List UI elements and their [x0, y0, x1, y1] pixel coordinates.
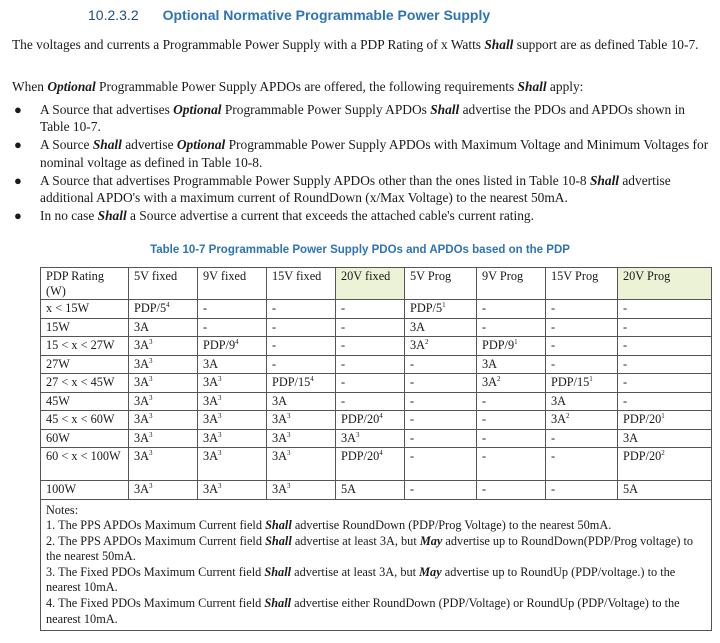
cell-value: PDP/20: [623, 449, 662, 463]
note-reference: 3: [287, 430, 291, 439]
note-text: 3. The Fixed PDOs Maximum Current field: [46, 564, 265, 579]
notes-row: [41, 499, 712, 631]
table-cell: [618, 392, 712, 411]
table-cell: [198, 429, 267, 448]
cell-value: -: [551, 338, 556, 352]
cell-value: -: [203, 301, 208, 315]
table-row: [41, 429, 712, 448]
table-cell: [336, 411, 405, 430]
cell-value: -: [623, 393, 628, 408]
column-header: 20V fixed: [336, 268, 405, 300]
table-cell: [546, 337, 618, 356]
table-cell: [267, 355, 336, 374]
note-reference: 2: [497, 374, 501, 383]
table-cell: [477, 337, 546, 356]
notes-label: Notes:: [46, 502, 79, 517]
table-cell: [477, 392, 546, 411]
cell-value: 3A: [272, 430, 288, 445]
table-cell: [336, 448, 405, 481]
cell-value: -: [551, 482, 556, 496]
cell-value: -: [623, 301, 628, 315]
table-cell: [546, 392, 618, 411]
note-reference: 3: [149, 448, 153, 457]
column-header: 9V fixed: [198, 268, 267, 300]
cell-value: 3A: [134, 482, 150, 496]
requirements-list: [12, 101, 712, 225]
cell-value: 100W: [46, 482, 77, 496]
table-row: [41, 481, 712, 500]
table-cell: [336, 481, 405, 500]
note-text: 1. The PPS APDOs Maximum Current field: [46, 518, 266, 533]
cell-value: 3A: [482, 356, 498, 371]
text-span: Programmable Power Supply APDOs: [221, 102, 431, 117]
table-cell: [129, 392, 198, 411]
para2-emphasis-2: Shall: [517, 79, 547, 94]
table-cell: [618, 337, 712, 356]
cell-value: -: [272, 356, 277, 371]
table-cell: [129, 337, 198, 356]
cell-value: -: [410, 375, 415, 389]
para2-emphasis-1: Optional: [47, 79, 96, 94]
table-cell: [546, 355, 618, 374]
section-heading: [88, 7, 490, 23]
column-header: PDP Rating (W): [41, 268, 129, 300]
note-reference: 3: [218, 481, 222, 490]
table-cell: [477, 481, 546, 500]
text-span: advertise the PDOs and APDOs shown in Table 10-7.: [40, 102, 685, 135]
table-caption: Table 10-7 Programmable Power Supply PDOs and APDOs based on the PDP: [150, 244, 570, 256]
cell-value: 3A: [134, 393, 150, 408]
table-cell: [198, 392, 267, 411]
cell-value: 3A: [551, 412, 567, 426]
cell-value: -: [623, 375, 628, 389]
table-cell: [267, 337, 336, 356]
table-cell: [405, 337, 477, 356]
text-span: Shall: [589, 172, 620, 188]
cell-value: -: [410, 356, 415, 371]
cell-value: 45W: [46, 393, 70, 408]
note-reference: 4: [310, 374, 314, 383]
cell-value: PDP/9: [203, 338, 236, 352]
cell-value: -: [410, 393, 415, 408]
note-item: [46, 534, 706, 565]
table-cell: [41, 318, 129, 337]
table-cell: [41, 374, 129, 393]
note-text: 2. The PPS APDOs Maximum Current field: [46, 533, 266, 548]
cell-value: -: [272, 338, 277, 352]
cell-value: 3A: [341, 430, 357, 445]
section-title: Optional Normative Programmable Power Supply: [162, 7, 491, 23]
cell-value: 3A: [134, 356, 150, 371]
list-item: [12, 172, 712, 206]
note-text: advertise RoundDown (PDP/Prog Voltage) to the nearest 50mA.: [291, 518, 612, 533]
table-cell: [477, 429, 546, 448]
table-cell: [618, 411, 712, 430]
note-reference: 1: [442, 300, 446, 309]
note-reference: 4: [166, 300, 170, 309]
note-item: [46, 518, 706, 534]
table-cell: [477, 300, 546, 319]
table-cell: [267, 429, 336, 448]
column-header: 15V fixed: [267, 268, 336, 300]
note-reference: 4: [379, 448, 383, 457]
cell-value: 3A: [134, 430, 150, 445]
note-reference: 3: [149, 430, 153, 439]
cell-value: 3A: [482, 375, 498, 389]
pps-table: [40, 267, 712, 631]
table-cell: [198, 448, 267, 481]
note-reference: 2: [566, 411, 570, 420]
cell-value: 3A: [134, 412, 150, 426]
cell-value: x < 15W: [46, 301, 90, 315]
table-row: [41, 374, 712, 393]
cell-value: -: [482, 393, 487, 408]
table-cell: [405, 448, 477, 481]
table-cell: [267, 448, 336, 481]
table-cell: [405, 411, 477, 430]
table-cell: [546, 300, 618, 319]
table-cell: [129, 411, 198, 430]
note-reference: 2: [661, 448, 665, 457]
table-cell: [198, 374, 267, 393]
bullet-icon: ●: [14, 137, 22, 153]
cell-value: 3A: [134, 338, 150, 352]
bullet-icon: ●: [14, 102, 22, 117]
table-row: [41, 392, 712, 411]
bullet-icon: ●: [14, 208, 22, 224]
table-cell: [546, 448, 618, 481]
table-cell: [405, 318, 477, 337]
cell-value: 3A: [203, 430, 219, 445]
table-cell: [336, 355, 405, 374]
table-cell: [198, 318, 267, 337]
text-span: Optional: [176, 137, 226, 153]
cell-value: 27W: [46, 356, 70, 371]
cell-value: -: [623, 356, 628, 371]
cell-value: -: [482, 412, 487, 426]
cell-value: -: [482, 482, 487, 496]
cell-value: 5A: [623, 482, 639, 496]
table-cell: [618, 300, 712, 319]
list-item: [12, 136, 712, 170]
table-cell: [477, 318, 546, 337]
table-cell: [267, 318, 336, 337]
note-reference: 1: [661, 411, 665, 420]
cell-value: PDP/15: [272, 375, 311, 389]
table-cell: [41, 429, 129, 448]
table-cell: [198, 300, 267, 319]
cell-value: -: [341, 301, 346, 315]
table-cell: [618, 481, 712, 500]
text-span: advertise: [121, 137, 177, 153]
column-header: 9V Prog: [477, 268, 546, 300]
para1-emphasis: Shall: [484, 37, 514, 52]
note-reference: 3: [218, 393, 222, 402]
note-text: advertise either RoundDown (PDP/Voltage) or RoundUp (PDP/Voltage) to the nearest 10mA.: [46, 596, 680, 626]
cell-value: 3A: [410, 338, 426, 352]
table-cell: [405, 355, 477, 374]
text-span: a Source advertise a current that exceeds the attached cable's current rating.: [126, 208, 534, 224]
para2-text-3: apply:: [546, 79, 584, 94]
table-cell: [41, 481, 129, 500]
intro-paragraph: [12, 36, 712, 53]
note-reference: 3: [287, 448, 291, 457]
text-span: Shall: [430, 102, 460, 117]
table-cell: [129, 481, 198, 500]
note-reference: 3: [218, 448, 222, 457]
cell-value: -: [203, 319, 208, 334]
text-span: Shall: [92, 137, 122, 153]
para2-text: When: [12, 79, 48, 94]
table-cell: [618, 429, 712, 448]
table-cell: [267, 481, 336, 500]
table-row: [41, 355, 712, 374]
text-span: Optional: [173, 102, 222, 117]
para1-text-end: support are as defined Table 10-7.: [513, 37, 699, 52]
cell-value: 3A: [134, 449, 150, 463]
note-emphasis: May: [419, 564, 442, 579]
table-cell: [336, 392, 405, 411]
note-text: advertise at least 3A, but: [291, 533, 420, 548]
table-cell: [336, 374, 405, 393]
note-reference: 3: [149, 337, 153, 346]
cell-value: 3A: [272, 482, 288, 496]
cell-value: -: [341, 338, 346, 352]
cell-value: -: [623, 338, 628, 352]
cell-value: -: [551, 430, 556, 445]
cell-value: -: [410, 412, 415, 426]
cell-value: -: [482, 319, 487, 334]
list-item: [12, 207, 712, 224]
cell-value: -: [272, 319, 277, 334]
text-span: A Source that advertises: [40, 102, 174, 117]
table-cell: [336, 318, 405, 337]
cell-value: -: [341, 393, 346, 408]
list-item: [12, 101, 712, 135]
note-emphasis: Shall: [265, 518, 292, 533]
note-reference: 3: [218, 430, 222, 439]
cell-value: 3A: [623, 430, 639, 445]
cell-value: 15W: [46, 319, 70, 334]
table-cell: [405, 429, 477, 448]
cell-value: 3A: [272, 412, 288, 426]
table-cell: [129, 374, 198, 393]
table-cell: [267, 392, 336, 411]
note-reference: 3: [149, 374, 153, 383]
table-cell: [41, 300, 129, 319]
cell-value: 45 < x < 60W: [46, 412, 115, 426]
note-text: advertise at least 3A, but: [291, 564, 420, 579]
note-reference: 3: [218, 411, 222, 420]
note-reference: 3: [287, 411, 291, 420]
table-row: [41, 411, 712, 430]
table-row: [41, 300, 712, 319]
note-reference: 4: [379, 411, 383, 420]
table-cell: [41, 411, 129, 430]
cell-value: -: [551, 449, 556, 463]
note-reference: 4: [235, 337, 239, 346]
note-reference: 1: [514, 337, 518, 346]
note-text: 4. The Fixed PDOs Maximum Current field: [46, 596, 265, 611]
cell-value: -: [272, 301, 277, 315]
cell-value: -: [410, 449, 415, 463]
table-cell: [267, 374, 336, 393]
cell-value: PDP/5: [410, 301, 443, 315]
cell-value: 3A: [134, 375, 150, 389]
cell-value: -: [551, 356, 556, 371]
table-cell: [618, 318, 712, 337]
table-cell: [129, 448, 198, 481]
cell-value: PDP/20: [341, 449, 380, 463]
table-cell: [477, 448, 546, 481]
table-cell: [267, 411, 336, 430]
column-header: 15V Prog: [546, 268, 618, 300]
table-cell: [41, 448, 129, 481]
table-cell: [546, 411, 618, 430]
table-row: [41, 318, 712, 337]
table-header-row: [41, 268, 712, 300]
table-cell: [477, 411, 546, 430]
cell-value: PDP/9: [482, 338, 515, 352]
cell-value: 3A: [203, 449, 219, 463]
text-span: Programmable Power Supply APDOs with Maximum Voltage and Minimum Voltages for nominal voltage as defined in Table 10-8.: [40, 137, 709, 170]
table-cell: [405, 481, 477, 500]
table-cell: [546, 374, 618, 393]
cell-value: PDP/5: [134, 301, 167, 315]
cell-value: 3A: [551, 393, 567, 408]
para1-text: The voltages and currents a Programmable Power Supply with a PDP Rating of x Watts: [12, 37, 485, 52]
note-reference: 3: [356, 430, 360, 439]
cell-value: -: [551, 319, 556, 334]
note-item: [46, 596, 706, 627]
note-reference: 3: [149, 481, 153, 490]
note-text: advertise up to RoundUp (PDP/voltage.) to the nearest 10mA.: [46, 564, 676, 595]
table-cell: [477, 374, 546, 393]
bullet-icon: ●: [14, 172, 22, 188]
note-reference: 1: [589, 374, 593, 383]
cell-value: -: [482, 430, 487, 445]
table-cell: [618, 374, 712, 393]
cell-value: 3A: [203, 482, 219, 496]
note-emphasis: May: [419, 533, 443, 548]
cell-value: PDP/15: [551, 375, 590, 389]
cell-value: PDP/20: [341, 412, 380, 426]
table-cell: [41, 337, 129, 356]
note-reference: 3: [149, 356, 153, 365]
note-text: advertise up to RoundDown(PDP/Prog voltage) to the nearest 50mA.: [46, 533, 694, 564]
cell-value: 3A: [203, 412, 219, 426]
cell-value: 3A: [272, 393, 288, 408]
note-emphasis: Shall: [264, 596, 292, 611]
table-cell: [267, 300, 336, 319]
table-cell: [41, 355, 129, 374]
table-row: [41, 337, 712, 356]
table-cell: [405, 392, 477, 411]
table-cell: [405, 300, 477, 319]
table-cell: [198, 411, 267, 430]
note-emphasis: Shall: [265, 533, 292, 548]
table-cell: [477, 355, 546, 374]
cell-value: -: [623, 319, 628, 334]
table-cell: [198, 355, 267, 374]
text-span: Shall: [97, 208, 127, 224]
text-span: In no case: [40, 208, 98, 224]
table-cell: [405, 374, 477, 393]
cell-value: -: [551, 301, 556, 315]
cell-value: -: [341, 375, 346, 389]
note-item: [46, 565, 706, 596]
table-cell: [546, 318, 618, 337]
cell-value: 3A: [134, 319, 150, 334]
cell-value: 3A: [203, 356, 219, 371]
table-cell: [129, 429, 198, 448]
note-reference: 3: [149, 393, 153, 402]
cell-value: 3A: [410, 319, 426, 334]
cell-value: 60 < x < 100W: [46, 449, 121, 463]
cell-value: 15 < x < 27W: [46, 338, 115, 352]
cell-value: 27 < x < 45W: [46, 375, 115, 389]
cell-value: 3A: [203, 375, 219, 389]
table-row: [41, 448, 712, 481]
cell-value: -: [410, 430, 415, 445]
section-number: 10.2.3.2: [88, 7, 139, 23]
cell-value: 3A: [203, 393, 219, 408]
table-cell: [336, 429, 405, 448]
note-reference: 3: [287, 481, 291, 490]
cell-value: 5A: [341, 482, 357, 496]
table-cell: [336, 300, 405, 319]
column-header: 5V fixed: [129, 268, 198, 300]
column-header: 5V Prog: [405, 268, 477, 300]
cell-value: PDP/20: [623, 412, 662, 426]
note-reference: 2: [425, 337, 429, 346]
note-reference: 3: [149, 411, 153, 420]
table-cell: [129, 318, 198, 337]
para2-text-2: Programmable Power Supply APDOs are offered, the following requirements: [95, 79, 518, 94]
table-cell: [129, 300, 198, 319]
table-cell: [41, 392, 129, 411]
column-header: 20V Prog: [618, 268, 712, 300]
cell-value: -: [482, 301, 487, 315]
cell-value: -: [341, 319, 346, 334]
text-span: A Source that advertises Programmable Power Supply APDOs other than the ones listed in Table 10-8: [40, 172, 590, 188]
cell-value: 3A: [272, 449, 288, 463]
table-cell: [618, 355, 712, 374]
table-cell: [618, 448, 712, 481]
table-cell: [336, 337, 405, 356]
table-cell: [198, 481, 267, 500]
cell-value: -: [410, 482, 415, 496]
cell-value: -: [341, 356, 346, 371]
table-cell: [129, 355, 198, 374]
note-emphasis: Shall: [264, 564, 292, 579]
requirements-paragraph: [12, 78, 712, 95]
cell-value: 60W: [46, 430, 70, 445]
note-reference: 3: [218, 374, 222, 383]
notes-cell: [41, 499, 712, 631]
cell-value: -: [482, 449, 487, 463]
table-cell: [198, 337, 267, 356]
table-cell: [546, 429, 618, 448]
text-span: advertise additional APDO's with a maximum current of RoundDown (x/Max Voltage) to the nearest 50mA.: [40, 172, 671, 206]
table-cell: [546, 481, 618, 500]
text-span: A Source: [40, 137, 93, 153]
